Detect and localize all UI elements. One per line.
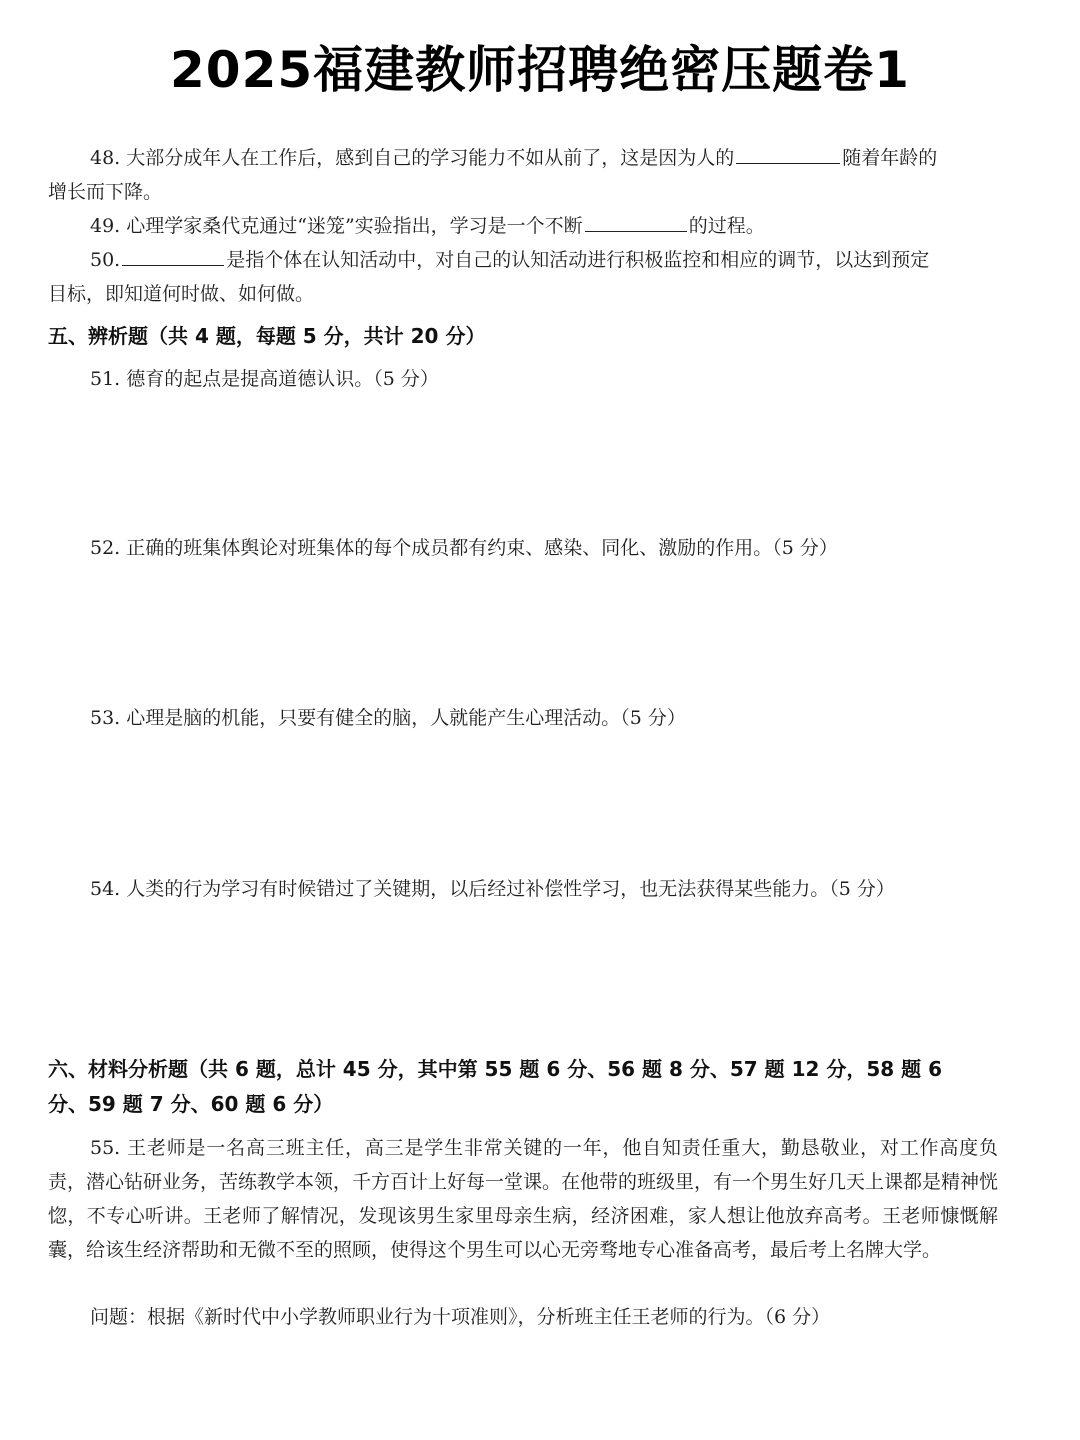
section-5-heading: 五、辨析题（共 4 题，每题 5 分，共计 20 分） — [48, 324, 486, 348]
question-50-number: 50. — [90, 249, 121, 271]
question-48-line-1 — [90, 145, 937, 171]
section-6-heading-line-1: 六、材料分析题（共 6 题，总计 45 分，其中第 55 题 6 分、56 题 8 分、57 题 12 分，58 题 6 — [48, 1057, 943, 1081]
question-48-line-2: 增长而下降。 — [48, 181, 163, 203]
question-49-text-a: 49. 心理学家桑代克通过“迷笼”实验指出，学习是一个不断 — [90, 215, 583, 237]
question-49-text-b: 的过程。 — [688, 215, 765, 237]
answer-blank-49[interactable] — [585, 213, 687, 232]
question-51: 51. 德育的起点是提高道德认识。（5 分） — [90, 368, 439, 390]
question-48-text-b: 随着年龄的 — [842, 147, 938, 169]
question-54: 54. 人类的行为学习有时候错过了关键期，以后经过补偿性学习，也无法获得某些能力。（5 分） — [90, 878, 895, 900]
question-53: 53. 心理是脑的机能，只要有健全的脑，人就能产生心理活动。（5 分） — [90, 707, 686, 729]
question-49 — [90, 213, 765, 239]
question-55-prompt: 问题：根据《新时代中小学教师职业行为十项准则》，分析班主任王老师的行为。（6 分） — [90, 1306, 831, 1328]
question-50-text-a: 是指个体在认知活动中，对自己的认知活动进行积极监控和相应的调节，以达到预定 — [226, 249, 930, 271]
question-48-text-a: 48. 大部分成年人在工作后，感到自己的学习能力不如从前了，这是因为人的 — [90, 147, 735, 169]
question-50-line-1 — [90, 247, 929, 273]
page-title: 2025福建教师招聘绝密压题卷1 — [170, 41, 910, 99]
question-55-material: 55. 王老师是一名高三班主任，高三是学生非常关键的一年，他自知责任重大，勤恳敬业，对工作高度负责，潜心钻研业务，苦练教学本领，千方百计上好每一堂课。在他带的班级里，有一个男生好几天上课都是精神恍惚，不专心听讲。王老师了解情况，发现该男生家里母亲生病，经济困难，家人想让他放弃高考。王老师慷慨解囊，给该生经济帮助和无微不至的照顾，使得这个男生可以心无旁骛地专心准备高考，最后考上名牌大学。 — [48, 1137, 999, 1261]
question-50-line-2: 目标，即知道何时做、如何做。 — [48, 283, 315, 305]
section-6-heading-line-2: 分、59 题 7 分、60 题 6 分） — [48, 1092, 334, 1116]
question-52: 52. 正确的班集体舆论对班集体的每个成员都有约束、感染、同化、激励的作用。（5 分） — [90, 537, 838, 559]
answer-blank-48[interactable] — [736, 145, 840, 164]
answer-blank-50[interactable] — [122, 247, 224, 266]
